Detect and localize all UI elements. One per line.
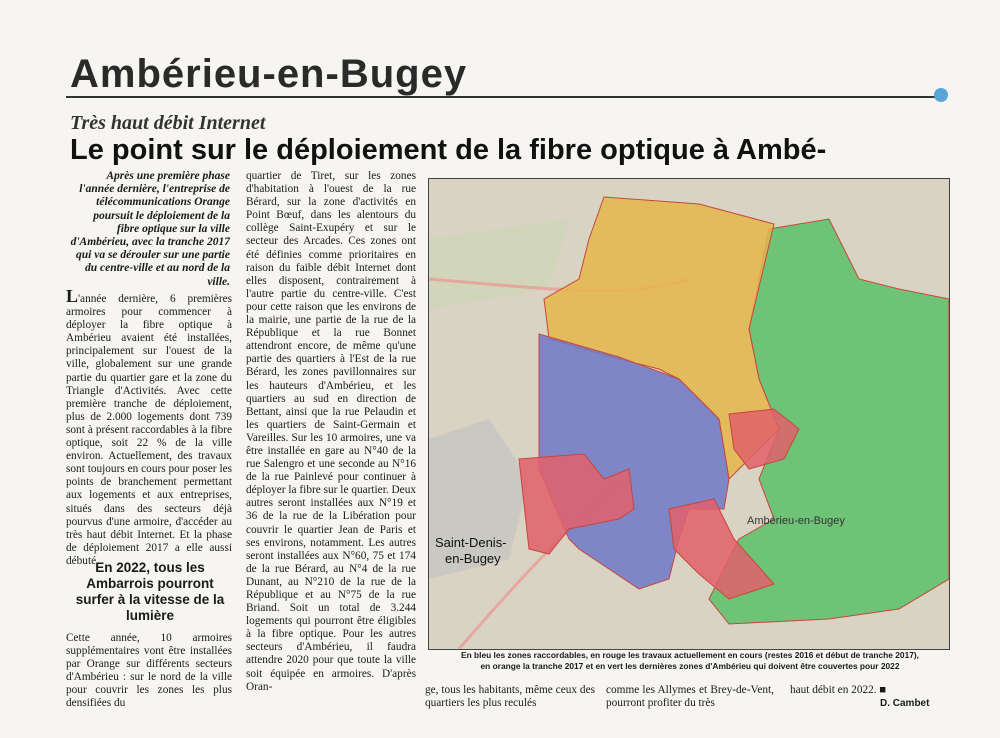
map-graphic <box>429 179 949 649</box>
article-headline: Le point sur le déploiement de la fibre optique à Ambé- <box>70 134 827 166</box>
map-caption <box>434 650 946 672</box>
drop-cap: L <box>66 286 79 306</box>
body-column-1b: Cette année, 10 armoires supplémentaires vont être installées par Orange sur différents secteurs d'Ambérieu : sur le nord de la ville pour couvrir les zones les plus densifiées du <box>66 632 232 710</box>
fiber-deployment-map <box>428 178 950 650</box>
map-label-saint-denis: Saint-Denis- <box>435 535 507 550</box>
article-kicker: Très haut débit Internet <box>70 112 266 134</box>
map-label-saint-denis: en-Bugey <box>445 551 501 566</box>
body-column-1-text: 'année dernière, 6 premières armoires pour commencer à déployer la fibre optique à Ambérieu avaient été installées, principalement sur l'ouest de la ville, globalement sur une grande partie du quartier gare et la zone du Triangle d'Activités. Avec cette première tranche de déploiement, plus de 2.000 logements dont 739 sont à présent raccordables à la fibre optique, soit 22 % de la ville environ. Actuellement, des travaux sont toujours en cours pour poser les points de branchement permettant aux logements et aux entreprises, situés dans des secteurs déjà pourvus d'une armoire, d'accéder au très haut débit Internet. Et la phase de déploiement 2017 a elle aussi débuté. <box>66 293 232 567</box>
body-column-2: quartier de Tiret, sur les zones d'habitation à l'ouest de la rue Bérard, sur la zone d'activités en Point Bœuf, dans les alentours du collège Saint-Exupéry et sur le secteur des Arcades. Ces zones ont été définies comme prioritaires en raison du faible débit Internet dont elles disposent, contrairement à l'autre partie du centre-ville. C'est pour cette raison que les environs de la mairie, une partie de la rue de la République et la rue Bonnet attendront encore, de même qu'une partie des quartiers à l'Est de la rue Bérard, les zones pavillonnaires sur les hauteurs d'Ambérieu, et les quartiers au sud en direction de Bettant, ainsi que la rue Pelaudin et les quartiers de Saint-Germain et Vareilles. Sur les 10 armoires, une va être installée en gare au N°40 de la rue Salengro et une seconde au N°16 de la rue Painlevé pour continuer à déployer la fibre sur le quartier. Deux autres seront installées aux N°19 et 36 de la rue de la Libération pour couvrir le quartier Jean de Paris et ses environs, notamment. Les autres seront installées aux N°60, 75 et 174 de la rue Bérard, au N°4 de la rue Dunant, au N°210 de la rue de la République et au N°75 de la rue Briand. Soit un total de 3.244 logements qui pourront être éligibles à la fibre optique. Pour les autres secteurs d'Ambérieu, il faudra attendre 2020 pour que toute la ville soit équipée en armoires. D'après Oran- <box>246 170 416 693</box>
rule-dot <box>934 88 948 102</box>
map-caption-line: en orange la tranche 2017 et en vert les dernières zones d'Ambérieu qui doivent être couvertes pour 2022 <box>480 661 900 671</box>
body-column-1 <box>66 286 232 568</box>
map-label-amberieu: Ambérieu-en-Bugey <box>747 515 845 527</box>
body-continuation-1: ge, tous les habitants, même ceux des quartiers les plus reculés <box>425 684 595 709</box>
section-rubric: Ambérieu-en-Bugey <box>70 52 468 96</box>
header-rule <box>66 96 942 98</box>
map-caption-line: En bleu les zones raccordables, en rouge les travaux actuellement en cours (restes 2016 et début de tranche 2017), <box>460 650 919 660</box>
body-continuation-3: haut débit en 2022. ■ <box>790 684 887 696</box>
subheading: En 2022, tous les Ambarrois pourront surfer à la vitesse de la lumière <box>75 560 225 623</box>
body-continuation-2: comme les Allymes et Brey-de-Vent, pourront profiter du très <box>606 684 774 709</box>
byline: D. Cambet <box>880 698 930 709</box>
article-lead: Après une première phase l'année dernière, l'entreprise de télécommunications Orange poursuit le déploiement de la fibre optique sur la ville d'Ambérieu, avec la tranche 2017 qui va se dérouler sur une partie du centre-ville et au nord de la ville. <box>70 170 230 288</box>
